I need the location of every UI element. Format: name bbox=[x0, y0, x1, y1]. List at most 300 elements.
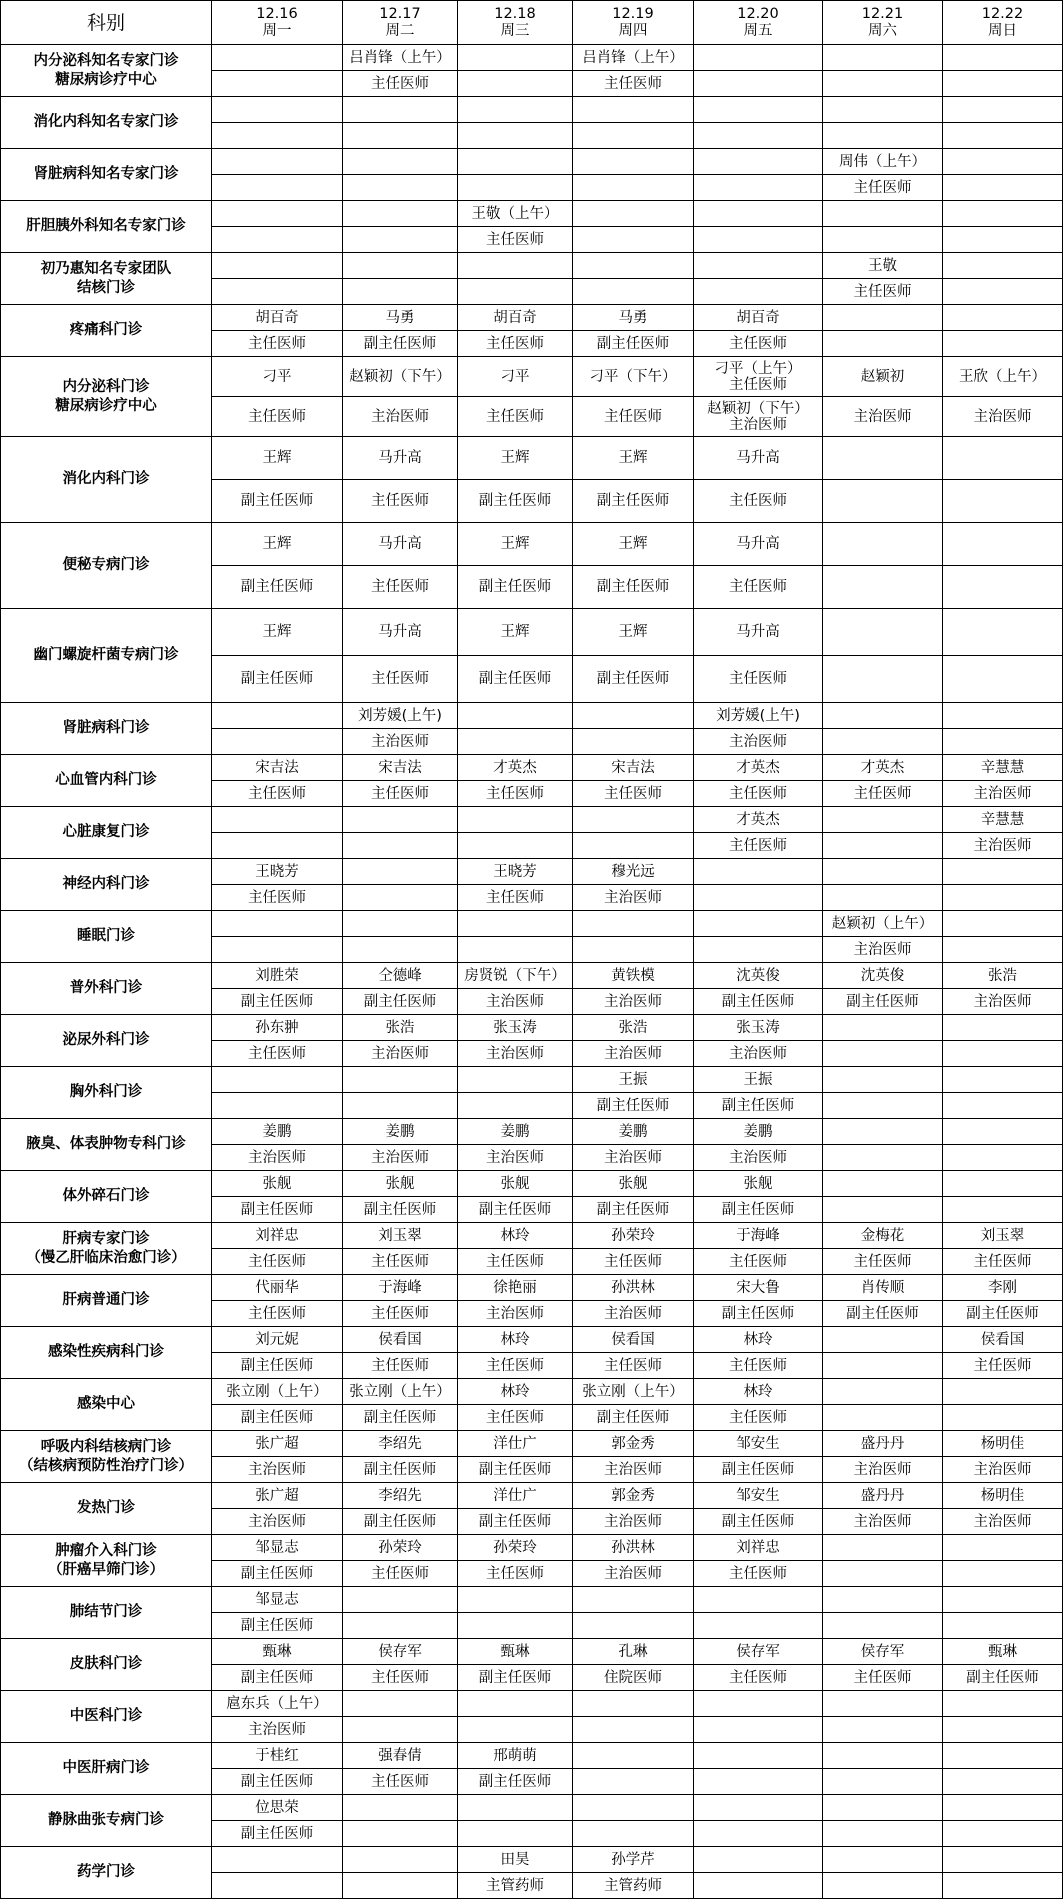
doctor-title-cell: 主治医师 bbox=[823, 1509, 943, 1535]
doctor-title-cell: 主治医师 bbox=[573, 989, 694, 1015]
doctor-name-cell: 扈东兵（上午） bbox=[212, 1691, 343, 1717]
doctor-title-cell: 主任医师 bbox=[458, 885, 573, 911]
doctor-name-cell: 于海峰 bbox=[694, 1223, 823, 1249]
doctor-title-cell: 副主任医师 bbox=[694, 989, 823, 1015]
doctor-title-cell: 主任医师 bbox=[694, 566, 823, 609]
doctor-name-cell bbox=[943, 1015, 1063, 1041]
doctor-name-cell bbox=[694, 859, 823, 885]
doctor-name-cell: 孙荣玲 bbox=[573, 1223, 694, 1249]
doctor-name-cell: 胡百奇 bbox=[212, 305, 343, 331]
doctor-title-cell bbox=[943, 656, 1063, 703]
doctor-name-cell: 刁平（上午） 主任医师 bbox=[694, 357, 823, 397]
doctor-name-cell bbox=[823, 703, 943, 729]
doctor-name-cell: 宋吉法 bbox=[573, 755, 694, 781]
doctor-name-cell: 王晓芳 bbox=[212, 859, 343, 885]
department-name: 神经内科门诊 bbox=[1, 859, 212, 911]
doctor-title-cell bbox=[573, 227, 694, 253]
doctor-title-cell: 主治医师 bbox=[573, 1301, 694, 1327]
doctor-name-cell: 洋仕广 bbox=[458, 1483, 573, 1509]
doctor-name-cell: 邹显志 bbox=[212, 1535, 343, 1561]
doctor-name-cell bbox=[694, 1743, 823, 1769]
doctor-title-cell bbox=[943, 729, 1063, 755]
doctor-title-cell: 主任医师 bbox=[823, 1665, 943, 1691]
doctor-title-cell bbox=[458, 1613, 573, 1639]
doctor-title-cell bbox=[343, 1717, 458, 1743]
department-name: 疼痛科门诊 bbox=[1, 305, 212, 357]
doctor-row bbox=[1, 755, 1063, 781]
doctor-name-cell bbox=[573, 1587, 694, 1613]
doctor-name-cell: 王辉 bbox=[573, 609, 694, 656]
doctor-name-cell bbox=[943, 523, 1063, 566]
doctor-title-cell bbox=[458, 71, 573, 97]
department-name: 静脉曲张专病门诊 bbox=[1, 1795, 212, 1847]
doctor-name-cell bbox=[343, 1795, 458, 1821]
doctor-title-cell: 主治医师 bbox=[458, 1041, 573, 1067]
department-name: 皮肤科门诊 bbox=[1, 1639, 212, 1691]
doctor-name-cell: 张立刚（上午） bbox=[212, 1379, 343, 1405]
doctor-name-cell: 于海峰 bbox=[343, 1275, 458, 1301]
doctor-title-cell bbox=[694, 1873, 823, 1899]
doctor-row bbox=[1, 1171, 1063, 1197]
doctor-title-cell: 副主任医师 bbox=[212, 989, 343, 1015]
doctor-row bbox=[1, 1327, 1063, 1353]
doctor-name-cell bbox=[343, 253, 458, 279]
department-name: 感染性疾病科门诊 bbox=[1, 1327, 212, 1379]
doctor-title-cell: 主治医师 bbox=[343, 397, 458, 437]
doctor-name-cell: 位思荣 bbox=[212, 1795, 343, 1821]
doctor-title-cell bbox=[943, 331, 1063, 357]
doctor-title-cell: 副主任医师 bbox=[573, 656, 694, 703]
doctor-title-cell: 主治医师 bbox=[343, 729, 458, 755]
doctor-title-cell bbox=[343, 1873, 458, 1899]
doctor-title-cell: 副主任医师 bbox=[458, 1665, 573, 1691]
doctor-name-cell bbox=[343, 97, 458, 123]
doctor-title-cell bbox=[573, 729, 694, 755]
doctor-name-cell: 宋吉法 bbox=[343, 755, 458, 781]
doctor-name-cell bbox=[823, 1847, 943, 1873]
doctor-title-cell: 副主任医师 bbox=[458, 656, 573, 703]
doctor-row bbox=[1, 859, 1063, 885]
doctor-title-cell: 主任医师 bbox=[694, 781, 823, 807]
doctor-name-cell: 侯看国 bbox=[573, 1327, 694, 1353]
doctor-name-cell: 王辉 bbox=[573, 523, 694, 566]
department-name: 心脏康复门诊 bbox=[1, 807, 212, 859]
doctor-title-cell: 主任医师 bbox=[694, 331, 823, 357]
doctor-name-cell: 刁平（下午） bbox=[573, 357, 694, 397]
doctor-name-cell: 侯存军 bbox=[823, 1639, 943, 1665]
doctor-name-cell: 盛丹丹 bbox=[823, 1483, 943, 1509]
doctor-title-cell bbox=[573, 1821, 694, 1847]
doctor-title-cell: 主任医师 bbox=[212, 1249, 343, 1275]
doctor-name-cell: 张玉涛 bbox=[458, 1015, 573, 1041]
doctor-title-cell bbox=[694, 885, 823, 911]
doctor-title-cell bbox=[694, 123, 823, 149]
doctor-title-cell bbox=[458, 175, 573, 201]
department-name: 体外碎石门诊 bbox=[1, 1171, 212, 1223]
doctor-title-cell: 副主任医师 bbox=[458, 1457, 573, 1483]
doctor-title-cell bbox=[458, 1821, 573, 1847]
doctor-title-cell: 主任医师 bbox=[212, 1301, 343, 1327]
day-weekday: 周日 bbox=[988, 22, 1017, 39]
doctor-title-cell bbox=[694, 1821, 823, 1847]
doctor-title-cell: 主任医师 bbox=[458, 1249, 573, 1275]
doctor-title-cell: 副主任医师 bbox=[943, 1301, 1063, 1327]
doctor-title-cell bbox=[823, 1041, 943, 1067]
doctor-row bbox=[1, 1795, 1063, 1821]
doctor-name-cell: 于桂红 bbox=[212, 1743, 343, 1769]
doctor-title-cell: 主任医师 bbox=[458, 397, 573, 437]
doctor-title-cell: 主任医师 bbox=[212, 885, 343, 911]
doctor-title-cell: 主任医师 bbox=[823, 781, 943, 807]
doctor-title-cell: 主任医师 bbox=[694, 480, 823, 523]
doctor-name-cell bbox=[212, 1067, 343, 1093]
doctor-title-cell bbox=[458, 1093, 573, 1119]
doctor-title-cell: 副主任医师 bbox=[212, 1821, 343, 1847]
department-name: 肾脏病科知名专家门诊 bbox=[1, 149, 212, 201]
doctor-name-cell: 洋仕广 bbox=[458, 1431, 573, 1457]
doctor-title-cell: 副主任医师 bbox=[212, 1353, 343, 1379]
doctor-title-cell: 主治医师 bbox=[458, 1301, 573, 1327]
doctor-title-cell: 主任医师 bbox=[458, 1353, 573, 1379]
doctor-title-cell: 主任医师 bbox=[458, 331, 573, 357]
doctor-title-cell: 主治医师 bbox=[458, 989, 573, 1015]
doctor-title-cell: 副主任医师 bbox=[212, 1613, 343, 1639]
doctor-title-cell bbox=[573, 1613, 694, 1639]
doctor-name-cell: 林玲 bbox=[458, 1327, 573, 1353]
doctor-name-cell: 张浩 bbox=[343, 1015, 458, 1041]
doctor-title-cell bbox=[823, 480, 943, 523]
doctor-name-cell: 邢萌萌 bbox=[458, 1743, 573, 1769]
doctor-title-cell: 主治医师 bbox=[458, 1145, 573, 1171]
doctor-name-cell bbox=[458, 1587, 573, 1613]
doctor-title-cell: 副主任医师 bbox=[694, 1197, 823, 1223]
doctor-name-cell bbox=[343, 1691, 458, 1717]
doctor-title-cell bbox=[573, 123, 694, 149]
doctor-name-cell: 周伟（上午） bbox=[823, 149, 943, 175]
doctor-name-cell bbox=[458, 149, 573, 175]
department-name: 肝病专家门诊 （慢乙肝临床治愈门诊） bbox=[1, 1223, 212, 1275]
doctor-row bbox=[1, 1275, 1063, 1301]
doctor-name-cell: 林玲 bbox=[458, 1223, 573, 1249]
doctor-title-cell bbox=[343, 885, 458, 911]
doctor-name-cell: 盛丹丹 bbox=[823, 1431, 943, 1457]
doctor-name-cell: 黄铁模 bbox=[573, 963, 694, 989]
doctor-name-cell bbox=[694, 201, 823, 227]
doctor-name-cell: 王振 bbox=[573, 1067, 694, 1093]
department-name: 呼吸内科结核病门诊 （结核病预防性治疗门诊） bbox=[1, 1431, 212, 1483]
doctor-name-cell: 孙荣玲 bbox=[458, 1535, 573, 1561]
doctor-name-cell: 刘芳媛(上午) bbox=[343, 703, 458, 729]
doctor-title-cell bbox=[823, 1613, 943, 1639]
doctor-title-cell bbox=[943, 1821, 1063, 1847]
doctor-name-cell: 房贤锐（下午） bbox=[458, 963, 573, 989]
department-name: 幽门螺旋杆菌专病门诊 bbox=[1, 609, 212, 703]
doctor-name-cell bbox=[212, 1847, 343, 1873]
doctor-name-cell bbox=[823, 1691, 943, 1717]
doctor-name-cell: 孙学芹 bbox=[573, 1847, 694, 1873]
department-name: 肺结节门诊 bbox=[1, 1587, 212, 1639]
doctor-title-cell bbox=[573, 937, 694, 963]
doctor-title-cell: 副主任医师 bbox=[212, 480, 343, 523]
doctor-title-cell: 副主任医师 bbox=[694, 1093, 823, 1119]
doctor-title-cell: 副主任医师 bbox=[694, 1301, 823, 1327]
day-weekday: 周四 bbox=[618, 22, 648, 39]
doctor-row bbox=[1, 1743, 1063, 1769]
doctor-name-cell bbox=[823, 1067, 943, 1093]
doctor-row bbox=[1, 1535, 1063, 1561]
doctor-title-cell: 主治医师 bbox=[212, 1717, 343, 1743]
doctor-title-cell: 副主任医师 bbox=[212, 1769, 343, 1795]
doctor-name-cell: 代丽华 bbox=[212, 1275, 343, 1301]
doctor-row bbox=[1, 1379, 1063, 1405]
doctor-title-cell bbox=[943, 1873, 1063, 1899]
doctor-title-cell bbox=[694, 1717, 823, 1743]
doctor-name-cell: 马升高 bbox=[343, 437, 458, 480]
doctor-name-cell bbox=[458, 253, 573, 279]
doctor-title-cell: 主任医师 bbox=[823, 1249, 943, 1275]
doctor-name-cell: 孔琳 bbox=[573, 1639, 694, 1665]
doctor-name-cell: 王晓芳 bbox=[458, 859, 573, 885]
doctor-title-cell bbox=[343, 123, 458, 149]
doctor-name-cell bbox=[943, 609, 1063, 656]
day-weekday: 周一 bbox=[262, 22, 292, 39]
doctor-title-cell bbox=[943, 1561, 1063, 1587]
doctor-title-cell bbox=[823, 1145, 943, 1171]
doctor-title-cell: 主任医师 bbox=[823, 175, 943, 201]
doctor-title-cell: 主治医师 bbox=[573, 885, 694, 911]
doctor-name-cell bbox=[458, 45, 573, 71]
doctor-name-cell bbox=[573, 1795, 694, 1821]
doctor-title-cell bbox=[823, 227, 943, 253]
doctor-title-cell bbox=[943, 566, 1063, 609]
doctor-name-cell: 张广超 bbox=[212, 1431, 343, 1457]
doctor-name-cell: 吕肖锋（上午） bbox=[343, 45, 458, 71]
doctor-name-cell: 张广超 bbox=[212, 1483, 343, 1509]
doctor-title-cell: 副主任医师 bbox=[343, 1405, 458, 1431]
doctor-title-cell bbox=[694, 937, 823, 963]
doctor-title-cell bbox=[343, 937, 458, 963]
doctor-title-cell: 主治医师 bbox=[694, 1041, 823, 1067]
doctor-name-cell: 甄琳 bbox=[212, 1639, 343, 1665]
doctor-name-cell bbox=[823, 1743, 943, 1769]
doctor-name-cell: 徐艳丽 bbox=[458, 1275, 573, 1301]
doctor-title-cell bbox=[458, 1717, 573, 1743]
doctor-title-cell: 主治医师 bbox=[343, 1145, 458, 1171]
doctor-title-cell: 副主任医师 bbox=[458, 1769, 573, 1795]
doctor-title-cell bbox=[943, 1093, 1063, 1119]
doctor-name-cell: 孙东翀 bbox=[212, 1015, 343, 1041]
doctor-name-cell bbox=[943, 1847, 1063, 1873]
doctor-name-cell: 郭金秀 bbox=[573, 1483, 694, 1509]
doctor-name-cell: 张浩 bbox=[943, 963, 1063, 989]
department-name: 腋臭、体表肿物专科门诊 bbox=[1, 1119, 212, 1171]
doctor-title-cell bbox=[343, 1613, 458, 1639]
doctor-row bbox=[1, 703, 1063, 729]
doctor-title-cell: 主任医师 bbox=[694, 1249, 823, 1275]
doctor-row bbox=[1, 807, 1063, 833]
doctor-name-cell bbox=[943, 703, 1063, 729]
doctor-name-cell: 林玲 bbox=[694, 1379, 823, 1405]
doctor-name-cell: 姜鹏 bbox=[694, 1119, 823, 1145]
doctor-title-cell: 主任医师 bbox=[573, 71, 694, 97]
doctor-name-cell: 王辉 bbox=[212, 523, 343, 566]
doctor-name-cell bbox=[823, 807, 943, 833]
doctor-name-cell bbox=[823, 1795, 943, 1821]
day-date: 12.22 bbox=[981, 5, 1024, 22]
doctor-title-cell bbox=[343, 279, 458, 305]
doctor-title-cell: 主任医师 bbox=[694, 1561, 823, 1587]
doctor-row bbox=[1, 1691, 1063, 1717]
doctor-title-cell bbox=[823, 1717, 943, 1743]
doctor-title-cell: 主任医师 bbox=[343, 1665, 458, 1691]
doctor-title-cell bbox=[823, 1821, 943, 1847]
doctor-title-cell bbox=[943, 1197, 1063, 1223]
doctor-name-cell bbox=[943, 437, 1063, 480]
day-header bbox=[823, 1, 943, 45]
doctor-title-cell bbox=[458, 279, 573, 305]
day-header bbox=[343, 1, 458, 45]
doctor-name-cell: 仝德峰 bbox=[343, 963, 458, 989]
doctor-name-cell: 才英杰 bbox=[458, 755, 573, 781]
doctor-title-cell: 副主任医师 bbox=[212, 1561, 343, 1587]
doctor-title-cell bbox=[212, 937, 343, 963]
doctor-name-cell bbox=[458, 1795, 573, 1821]
doctor-name-cell bbox=[343, 807, 458, 833]
doctor-title-cell: 副主任医师 bbox=[343, 1197, 458, 1223]
doctor-name-cell: 侯看国 bbox=[343, 1327, 458, 1353]
doctor-title-cell bbox=[943, 1145, 1063, 1171]
doctor-name-cell: 杨明佳 bbox=[943, 1431, 1063, 1457]
doctor-row bbox=[1, 97, 1063, 123]
doctor-name-cell: 刘胜荣 bbox=[212, 963, 343, 989]
doctor-title-cell: 主任医师 bbox=[343, 480, 458, 523]
doctor-title-cell: 主治医师 bbox=[943, 833, 1063, 859]
doctor-row bbox=[1, 1587, 1063, 1613]
doctor-title-cell bbox=[343, 833, 458, 859]
doctor-title-cell: 主任医师 bbox=[343, 1353, 458, 1379]
doctor-name-cell bbox=[212, 807, 343, 833]
day-date: 12.17 bbox=[379, 5, 421, 22]
department-name: 内分泌科知名专家门诊 糖尿病诊疗中心 bbox=[1, 45, 212, 97]
doctor-name-cell bbox=[943, 201, 1063, 227]
doctor-title-cell bbox=[823, 885, 943, 911]
doctor-name-cell bbox=[212, 45, 343, 71]
doctor-title-cell: 主任医师 bbox=[573, 397, 694, 437]
doctor-title-cell: 主治医师 bbox=[212, 1509, 343, 1535]
doctor-name-cell bbox=[943, 1691, 1063, 1717]
doctor-title-cell: 主任医师 bbox=[212, 397, 343, 437]
doctor-title-cell bbox=[823, 1353, 943, 1379]
doctor-title-cell: 主任医师 bbox=[573, 1249, 694, 1275]
doctor-title-cell: 主治医师 bbox=[573, 1509, 694, 1535]
doctor-name-cell bbox=[823, 609, 943, 656]
doctor-row bbox=[1, 201, 1063, 227]
doctor-name-cell: 姜鹏 bbox=[212, 1119, 343, 1145]
doctor-title-cell bbox=[212, 833, 343, 859]
doctor-title-cell bbox=[823, 1093, 943, 1119]
doctor-name-cell: 刘芳媛(上午) bbox=[694, 703, 823, 729]
doctor-name-cell bbox=[573, 1743, 694, 1769]
doctor-name-cell: 肖传顺 bbox=[823, 1275, 943, 1301]
doctor-title-cell: 主治医师 bbox=[823, 1457, 943, 1483]
department-name: 便秘专病门诊 bbox=[1, 523, 212, 609]
doctor-name-cell bbox=[823, 437, 943, 480]
doctor-title-cell: 主任医师 bbox=[343, 1249, 458, 1275]
doctor-row bbox=[1, 357, 1063, 397]
doctor-name-cell bbox=[694, 45, 823, 71]
doctor-name-cell bbox=[343, 911, 458, 937]
doctor-name-cell: 宋吉法 bbox=[212, 755, 343, 781]
department-name: 药学门诊 bbox=[1, 1847, 212, 1899]
doctor-name-cell bbox=[573, 201, 694, 227]
doctor-name-cell bbox=[694, 149, 823, 175]
doctor-name-cell: 辛慧慧 bbox=[943, 755, 1063, 781]
doctor-name-cell: 赵颖初（上午） bbox=[823, 911, 943, 937]
doctor-name-cell: 郭金秀 bbox=[573, 1431, 694, 1457]
doctor-title-cell bbox=[212, 279, 343, 305]
doctor-row bbox=[1, 149, 1063, 175]
doctor-name-cell bbox=[694, 911, 823, 937]
doctor-title-cell bbox=[694, 1613, 823, 1639]
doctor-name-cell: 邹安生 bbox=[694, 1483, 823, 1509]
department-name: 普外科门诊 bbox=[1, 963, 212, 1015]
doctor-title-cell bbox=[458, 937, 573, 963]
doctor-title-cell: 主任医师 bbox=[943, 1353, 1063, 1379]
doctor-name-cell bbox=[823, 1015, 943, 1041]
department-name: 感染中心 bbox=[1, 1379, 212, 1431]
doctor-name-cell: 刘玉翠 bbox=[943, 1223, 1063, 1249]
doctor-title-cell bbox=[458, 833, 573, 859]
doctor-title-cell: 主治医师 bbox=[823, 937, 943, 963]
doctor-title-cell: 副主任医师 bbox=[573, 480, 694, 523]
doctor-name-cell: 王振 bbox=[694, 1067, 823, 1093]
doctor-title-cell bbox=[823, 729, 943, 755]
doctor-title-cell bbox=[458, 729, 573, 755]
doctor-name-cell bbox=[343, 149, 458, 175]
doctor-name-cell: 刁平 bbox=[458, 357, 573, 397]
doctor-name-cell: 姜鹏 bbox=[458, 1119, 573, 1145]
doctor-name-cell: 林玲 bbox=[458, 1379, 573, 1405]
doctor-name-cell bbox=[694, 1847, 823, 1873]
doctor-name-cell bbox=[458, 807, 573, 833]
department-name: 肿瘤介入科门诊 （肝癌早筛门诊） bbox=[1, 1535, 212, 1587]
doctor-title-cell bbox=[943, 71, 1063, 97]
day-header bbox=[458, 1, 573, 45]
doctor-title-cell: 主任医师 bbox=[343, 781, 458, 807]
doctor-title-cell: 副主任医师 bbox=[573, 1405, 694, 1431]
day-date: 12.19 bbox=[612, 5, 654, 22]
doctor-name-cell: 王敬 bbox=[823, 253, 943, 279]
doctor-title-cell bbox=[212, 71, 343, 97]
doctor-title-cell: 主治医师 bbox=[823, 397, 943, 437]
doctor-name-cell bbox=[943, 97, 1063, 123]
doctor-title-cell bbox=[943, 1613, 1063, 1639]
doctor-title-cell bbox=[212, 227, 343, 253]
doctor-name-cell: 杨明佳 bbox=[943, 1483, 1063, 1509]
doctor-title-cell bbox=[573, 1769, 694, 1795]
doctor-name-cell: 强春倩 bbox=[343, 1743, 458, 1769]
doctor-title-cell bbox=[823, 833, 943, 859]
doctor-title-cell bbox=[823, 1873, 943, 1899]
doctor-name-cell bbox=[212, 201, 343, 227]
doctor-title-cell bbox=[823, 71, 943, 97]
doctor-title-cell: 副主任医师 bbox=[343, 989, 458, 1015]
doctor-name-cell: 马勇 bbox=[573, 305, 694, 331]
doctor-name-cell bbox=[573, 253, 694, 279]
schedule-body bbox=[1, 45, 1063, 1899]
doctor-title-cell: 主治医师 bbox=[943, 1509, 1063, 1535]
doctor-title-cell: 主任医师 bbox=[343, 656, 458, 703]
